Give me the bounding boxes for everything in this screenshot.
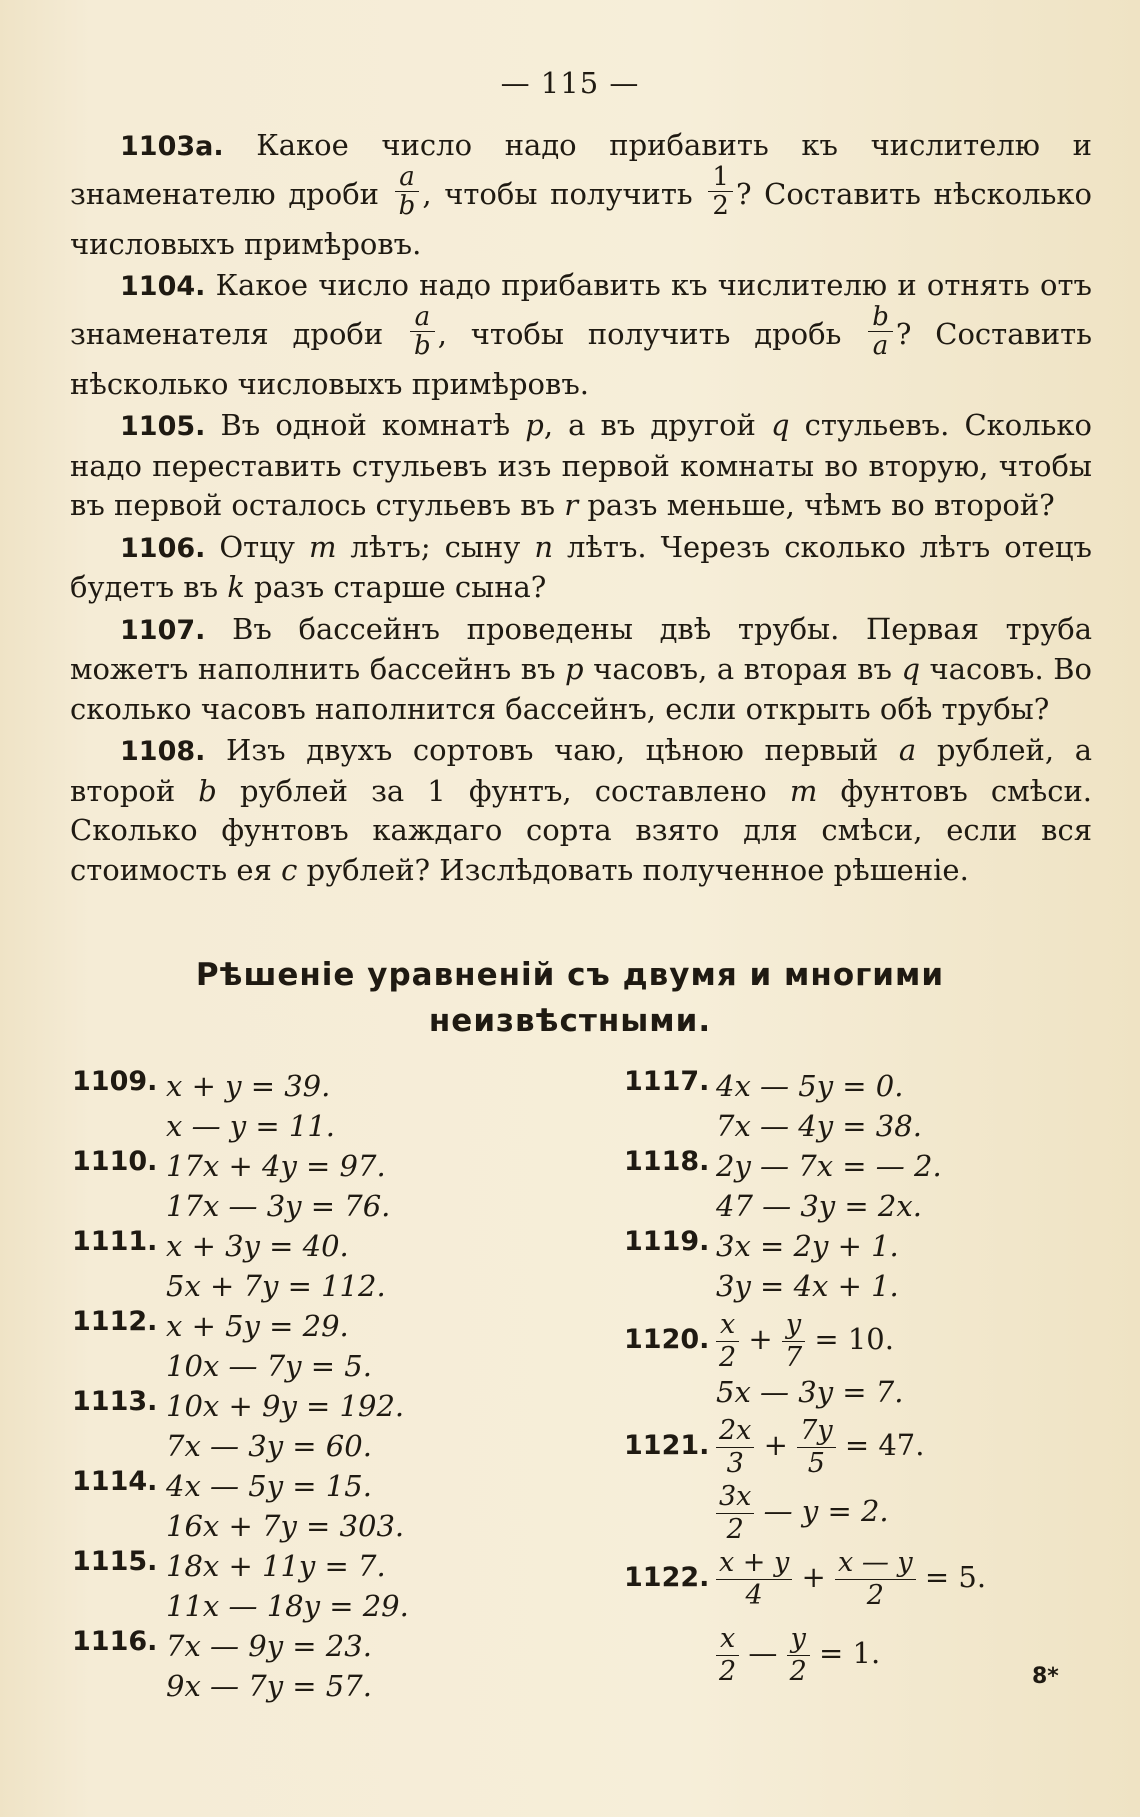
fraction-a-over-b: $\frac{a}{b}$ [395, 163, 420, 221]
problem-number: 1104. [120, 271, 206, 303]
problem-1106: 1106. Отцу m лѣтъ; сыну n лѣтъ. Черезъ сколько лѣтъ отецъ будетъ въ k разъ старше сына? [70, 529, 1092, 605]
problem-number: 1108. [120, 736, 206, 768]
equation-1119: 1119. 3x = 2y + 1. 3y = 4x + 1. [624, 1226, 899, 1303]
printer-signature-mark: 8* [1032, 1664, 1059, 1689]
equation-1114: 1114. 4x — 5y = 15. 16x + 7y = 303. [72, 1466, 405, 1543]
fraction: $\frac{2x}{3}$ [716, 1415, 754, 1478]
problem-1108: 1108. Изъ двухъ сортовъ чаю, цѣною первый a рублей, а второй b рублей за 1 фунтъ, составлено m фунтовъ смѣси. Сколько фунтовъ каждаго сорта взято для смѣси, если вся стоимость ея c рублей? Изслѣдовать полученное рѣшеніе. [70, 733, 1092, 887]
fraction: $\frac{x}{2}$ [716, 1623, 739, 1686]
word-problems [70, 126, 1092, 892]
problem-number: 1105. [120, 411, 206, 443]
problem-1104: 1104. Какое число надо прибавить къ числителю и отнять отъ знаменателя дроби $\frac{a}{b}$ , чтобы получить дробь $\frac{b}{a}$ ? Составить нѣсколько числовыхъ примѣровъ. [70, 268, 1092, 401]
equation-1115: 1115. 18x + 11y = 7. 11x — 18y = 29. [72, 1546, 409, 1623]
fraction: $\frac{x + y}{4}$ [716, 1547, 792, 1610]
problem-number: 1107. [120, 614, 206, 646]
equation-1113: 1113. 10x + 9y = 192. 7x — 3y = 60. [72, 1386, 405, 1463]
problem-1105: 1105. Въ одной комнатѣ p, а въ другой q стульевъ. Сколько надо переставить стульевъ изъ первой комнаты во вторую, чтобы въ первой осталось стульевъ въ r разъ меньше, чѣмъ во второй? [70, 408, 1093, 523]
fraction-b-over-a: $\frac{b}{a}$ [868, 303, 893, 361]
problem-1103a: 1103а. Какое число надо прибавить къ числителю и знаменателю дроби $\frac{a}{b}$ , чтобы получить $\frac{1}{2}$ ? Составить нѣсколько числовыхъ примѣровъ. [70, 128, 1092, 261]
section-heading-line2: неизвѣстными. [428, 1003, 712, 1039]
fraction: $\frac{7y}{5}$ [797, 1415, 835, 1478]
equation-1118: 1118. 2y — 7x = — 2. 47 — 3y = 2x. [624, 1146, 942, 1223]
fraction: $\frac{3x}{2}$ [716, 1481, 754, 1544]
equations-left-column [72, 1066, 532, 1706]
equation-1111: 1111. x + 3y = 40. 5x + 7y = 112. [72, 1226, 386, 1303]
equation-1112: 1112. x + 5y = 29. 10x — 7y = 5. [72, 1306, 372, 1383]
problem-number: 1106. [120, 532, 206, 564]
fraction-one-half: $\frac{1}{2}$ [708, 163, 733, 221]
equation-1122: 1122. $\frac{x + y}{4}$ + $\frac{x — y}{2}$ = 5. $\frac{x}{2}$ — $\frac{y}{2}$ = 1. [624, 1547, 987, 1687]
equation-1117: 1117. 4x — 5y = 0. 7x — 4y = 38. [624, 1066, 922, 1143]
equations-right-column [624, 1066, 1064, 1686]
problem-1107: 1107. Въ бассейнъ проведены двѣ трубы. Первая труба можетъ наполнить бассейнъ въ p часовъ, а вторая въ q часовъ. Во сколько часовъ наполнится бассейнъ, если открыть обѣ трубы? [70, 611, 1093, 726]
equation-1109: 1109. x + y = 39. x — y = 11. [72, 1066, 336, 1143]
fraction: $\frac{y}{2}$ [787, 1623, 810, 1686]
equation-1116: 1116. 7x — 9y = 23. 9x — 7y = 57. [72, 1626, 372, 1703]
page-number: — 115 — [500, 66, 640, 100]
equation-1110: 1110. 17x + 4y = 97. 17x — 3y = 76. [72, 1146, 391, 1223]
problem-number: 1103а. [120, 131, 224, 162]
equation-1121: 1121. $\frac{2x}{3}$ + $\frac{7y}{5}$ = 47. $\frac{3x}{2}$ — y = 2. [624, 1415, 925, 1545]
fraction: $\frac{y}{7}$ [782, 1309, 805, 1372]
fraction: $\frac{x}{2}$ [716, 1309, 739, 1372]
section-heading-line1: Рѣшеніе уравненій съ двумя и многими [195, 957, 945, 993]
section-heading [0, 952, 1140, 1044]
fraction-a-over-b: $\frac{a}{b}$ [410, 303, 435, 361]
equation-1120: 1120. $\frac{x}{2}$ + $\frac{y}{7}$ = 10. 5x — 3y = 7. [624, 1309, 904, 1409]
fraction: $\frac{x — y}{2}$ [835, 1547, 916, 1610]
